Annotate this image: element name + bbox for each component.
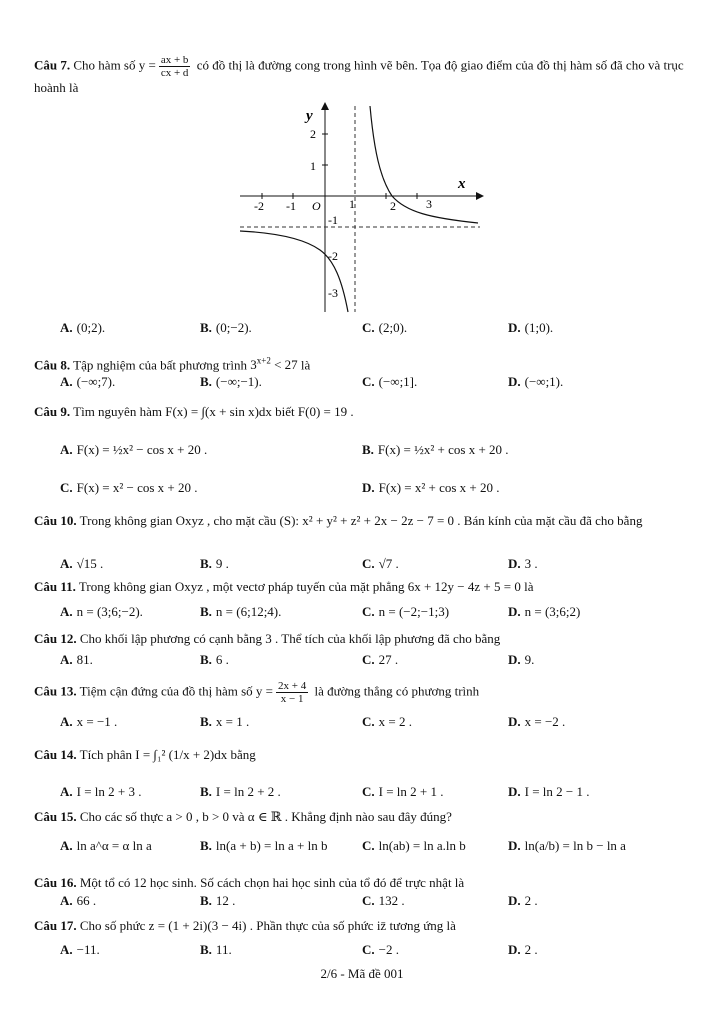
- option-letter: D.: [508, 652, 521, 667]
- option-text: (0;2).: [76, 320, 106, 335]
- option-text: 2 .: [524, 942, 538, 957]
- y-axis-label: y: [306, 108, 313, 124]
- option-letter: A.: [60, 442, 73, 457]
- option-letter: A.: [60, 556, 73, 571]
- option-text: F(x) = ½x² − cos x + 20 .: [76, 442, 208, 457]
- option-text: F(x) = ½x² + cos x + 20 .: [377, 442, 509, 457]
- condition: F(0) = 19 .: [297, 404, 354, 419]
- option-letter: B.: [200, 784, 212, 799]
- option-letter: A.: [60, 942, 73, 957]
- option-a[interactable]: [60, 556, 103, 572]
- option-d[interactable]: [508, 893, 538, 909]
- fraction-denominator: cx + d: [160, 67, 189, 79]
- function-fraction: [276, 680, 308, 705]
- question-16: [34, 874, 694, 892]
- question-7: [34, 54, 694, 97]
- y-tick-label: 2: [310, 127, 316, 141]
- function-lhs: y =: [138, 57, 156, 73]
- option-letter: D.: [508, 604, 521, 619]
- option-letter: A.: [60, 604, 73, 619]
- inequality: [250, 357, 297, 372]
- x-tick-label: 1: [349, 197, 355, 211]
- option-a[interactable]: [60, 942, 100, 958]
- option-a[interactable]: [60, 838, 152, 854]
- option-text: 12 .: [215, 893, 236, 908]
- question-text: Tìm nguyên hàm: [73, 404, 162, 419]
- option-text: 11.: [215, 942, 232, 957]
- option-text: n = (−2;−1;3): [378, 604, 450, 619]
- option-letter: D.: [362, 480, 375, 495]
- option-d[interactable]: [508, 556, 538, 572]
- integral-expression: I = ∫₁² (1/x + 2)dx: [135, 747, 228, 762]
- option-text: F(x) = x² + cos x + 20 .: [378, 480, 500, 495]
- option-d[interactable]: [508, 604, 580, 620]
- option-a[interactable]: [60, 652, 93, 668]
- question-11: [34, 578, 694, 596]
- option-b[interactable]: [200, 556, 229, 572]
- option-b[interactable]: [200, 320, 252, 336]
- function-graph: [240, 100, 490, 315]
- option-letter: D.: [508, 893, 521, 908]
- question-text: Một tổ có 12 học sinh. Số cách chọn hai học sinh của tổ đó để trực nhật là: [79, 875, 465, 890]
- option-letter: C.: [362, 374, 375, 389]
- option-letter: D.: [508, 320, 521, 335]
- question-15: [34, 808, 694, 826]
- option-text: −2 .: [378, 942, 399, 957]
- option-c[interactable]: [362, 838, 466, 854]
- option-text: √7 .: [378, 556, 399, 571]
- option-c[interactable]: [362, 604, 449, 620]
- option-d[interactable]: [508, 942, 538, 958]
- expr-base: 3: [250, 357, 257, 373]
- option-text: 132 .: [378, 893, 405, 908]
- option-letter: C.: [362, 604, 375, 619]
- option-a[interactable]: [60, 374, 115, 390]
- option-text: 6 .: [215, 652, 229, 667]
- option-letter: B.: [200, 893, 212, 908]
- option-letter: B.: [200, 838, 212, 853]
- option-letter: C.: [362, 893, 375, 908]
- option-a[interactable]: [60, 320, 105, 336]
- option-letter: B.: [200, 320, 212, 335]
- option-letter: B.: [200, 942, 212, 957]
- option-text: (−∞;1).: [524, 374, 564, 389]
- option-c[interactable]: [60, 480, 198, 496]
- x-tick-label: -2: [254, 199, 264, 213]
- origin-label: O: [312, 199, 321, 213]
- option-text: (1;0).: [524, 320, 554, 335]
- question-label: Câu 9.: [34, 404, 71, 419]
- option-c[interactable]: [362, 320, 407, 336]
- option-letter: A.: [60, 784, 73, 799]
- option-text: ln(ab) = ln a.ln b: [378, 838, 466, 853]
- option-text: x = −2 .: [524, 714, 566, 729]
- option-text: (2;0).: [378, 320, 408, 335]
- fraction-denominator: x − 1: [280, 693, 304, 705]
- option-letter: B.: [200, 556, 212, 571]
- option-text: I = ln 2 + 2 .: [215, 784, 281, 799]
- option-text: ln(a/b) = ln b − ln a: [524, 838, 626, 853]
- option-text: I = ln 2 + 3 .: [76, 784, 142, 799]
- option-c[interactable]: [362, 784, 444, 800]
- question-text: là: [300, 357, 311, 373]
- x-axis-label: x: [458, 176, 466, 192]
- option-b[interactable]: [200, 652, 229, 668]
- option-c[interactable]: [362, 714, 412, 730]
- option-letter: C.: [362, 714, 375, 729]
- option-c[interactable]: [362, 652, 398, 668]
- question-label: Câu 12.: [34, 631, 77, 646]
- option-letter: A.: [60, 893, 73, 908]
- option-d[interactable]: [508, 652, 534, 668]
- option-a[interactable]: [60, 893, 96, 909]
- question-text: Cho các số thực a > 0 , b > 0 và α ∈ ℝ . Khẳng định nào sau đây đúng?: [79, 809, 452, 824]
- expr-exponent: x+2: [256, 356, 271, 366]
- y-tick-label: -3: [328, 286, 338, 300]
- fraction-numerator: ax + b: [160, 54, 189, 66]
- x-tick-label: -1: [286, 199, 296, 213]
- option-b[interactable]: [200, 374, 262, 390]
- y-axis-arrow: [321, 102, 329, 110]
- question-8: [34, 352, 694, 374]
- option-b[interactable]: [200, 838, 327, 854]
- option-text: √15 .: [76, 556, 104, 571]
- question-label: Câu 7.: [34, 57, 71, 73]
- option-b[interactable]: [200, 784, 281, 800]
- option-letter: C.: [362, 320, 375, 335]
- option-letter: C.: [60, 480, 73, 495]
- option-text: 81.: [76, 652, 93, 667]
- function-fraction: [159, 54, 191, 79]
- integral-expression: F(x) = ∫(x + sin x)dx: [165, 404, 272, 419]
- question-17: [34, 917, 694, 935]
- x-tick-label: 3: [426, 197, 432, 211]
- option-text: n = (3;6;2): [524, 604, 581, 619]
- option-letter: B.: [362, 442, 374, 457]
- option-text: 9.: [524, 652, 535, 667]
- option-d[interactable]: [508, 714, 565, 730]
- question-label: Câu 13.: [34, 683, 77, 699]
- question-label: Câu 8.: [34, 357, 71, 373]
- fraction-numerator: 2x + 4: [278, 680, 307, 692]
- option-b[interactable]: [200, 893, 235, 909]
- option-b[interactable]: [200, 942, 232, 958]
- option-text: ln a^α = α ln a: [76, 838, 152, 853]
- option-text: 27 .: [378, 652, 399, 667]
- option-d[interactable]: [508, 374, 563, 390]
- y-tick-label: -1: [328, 213, 338, 227]
- option-a[interactable]: [60, 442, 207, 458]
- question-text: Cho hàm số: [73, 57, 136, 73]
- question-text: Trong không gian Oxyz , cho mặt cầu (S): x² + y² + z² + 2x − 2z − 7 = 0 . Bán kính của mặt cầu đã cho bằng: [79, 513, 643, 528]
- option-text: ln(a + b) = ln a + ln b: [215, 838, 328, 853]
- option-text: n = (3;6;−2).: [76, 604, 143, 619]
- option-text: (−∞;1].: [378, 374, 418, 389]
- x-axis-arrow: [476, 192, 484, 200]
- option-letter: A.: [60, 320, 73, 335]
- option-b[interactable]: [200, 714, 249, 730]
- option-letter: A.: [60, 714, 73, 729]
- option-d[interactable]: [508, 784, 590, 800]
- option-text: I = ln 2 + 1 .: [378, 784, 444, 799]
- option-text: x = 2 .: [378, 714, 412, 729]
- option-letter: C.: [362, 784, 375, 799]
- option-letter: D.: [508, 942, 521, 957]
- option-text: F(x) = x² − cos x + 20 .: [76, 480, 198, 495]
- question-text: Tiệm cận đứng của đồ thị hàm số: [79, 683, 253, 699]
- question-14: [34, 746, 694, 764]
- option-text: (−∞;−1).: [215, 374, 262, 389]
- question-label: Câu 16.: [34, 875, 77, 890]
- option-c[interactable]: [362, 893, 405, 909]
- option-text: −11.: [76, 942, 100, 957]
- question-text: có đồ thị là đường cong trong hình vẽ bên. Tọa độ giao điểm của đồ thị hàm số đã cho và trục hoành là: [34, 57, 684, 95]
- question-12: [34, 630, 694, 648]
- option-text: x = −1 .: [76, 714, 118, 729]
- question-label: Câu 17.: [34, 918, 77, 933]
- option-text: (−∞;7).: [76, 374, 116, 389]
- question-text: Tích phân: [79, 747, 132, 762]
- option-text: 9 .: [215, 556, 229, 571]
- question-label: Câu 14.: [34, 747, 77, 762]
- option-a[interactable]: [60, 714, 117, 730]
- option-letter: B.: [200, 604, 212, 619]
- question-text: bằng: [230, 747, 256, 762]
- option-b[interactable]: [200, 604, 281, 620]
- option-a[interactable]: [60, 784, 142, 800]
- page-footer: 2/6 - Mã đề 001: [320, 966, 404, 981]
- option-letter: C.: [362, 556, 375, 571]
- expr-rest: < 27: [270, 357, 298, 373]
- question-10: [34, 512, 694, 530]
- question-text: biết: [275, 404, 295, 419]
- graph-curve-right: [370, 106, 478, 223]
- question-text: Tập nghiệm của bất phương trình: [73, 357, 247, 373]
- option-c[interactable]: [362, 374, 417, 390]
- option-letter: D.: [508, 838, 521, 853]
- x-tick-label: 2: [390, 199, 396, 213]
- question-label: Câu 10.: [34, 513, 77, 528]
- option-letter: B.: [200, 714, 212, 729]
- option-letter: D.: [508, 714, 521, 729]
- option-letter: A.: [60, 374, 73, 389]
- option-c[interactable]: [362, 556, 399, 572]
- option-letter: C.: [362, 838, 375, 853]
- question-13: [34, 680, 694, 705]
- option-d[interactable]: [508, 838, 626, 854]
- option-text: 66 .: [76, 893, 97, 908]
- question-label: Câu 11.: [34, 579, 76, 594]
- option-text: x = 1 .: [215, 714, 250, 729]
- option-letter: B.: [200, 652, 212, 667]
- question-text: Cho khối lập phương có cạnh bằng 3 . Thể tích của khối lập phương đã cho bằng: [79, 631, 501, 646]
- option-letter: D.: [508, 784, 521, 799]
- option-letter: C.: [362, 942, 375, 957]
- option-c[interactable]: [362, 942, 399, 958]
- option-d[interactable]: [362, 480, 500, 496]
- option-letter: D.: [508, 556, 521, 571]
- option-text: 3 .: [524, 556, 538, 571]
- function-lhs: y =: [255, 683, 274, 699]
- question-text: Trong không gian Oxyz , một vectơ pháp tuyến của mặt phẳng 6x + 12y − 4z + 5 = 0 là: [78, 579, 534, 594]
- option-b[interactable]: [362, 442, 509, 458]
- option-letter: A.: [60, 838, 73, 853]
- option-text: I = ln 2 − 1 .: [524, 784, 590, 799]
- y-tick-label: 1: [310, 159, 316, 173]
- option-letter: A.: [60, 652, 73, 667]
- option-a[interactable]: [60, 604, 143, 620]
- option-text: (0;−2).: [215, 320, 252, 335]
- question-text: Cho số phức z = (1 + 2i)(3 − 4i) . Phần thực của số phức iz̄ tương ứng là: [79, 918, 456, 933]
- option-letter: D.: [508, 374, 521, 389]
- option-letter: C.: [362, 652, 375, 667]
- option-d[interactable]: [508, 320, 553, 336]
- question-text: là đường thẳng có phương trình: [314, 683, 480, 699]
- option-text: 2 .: [524, 893, 538, 908]
- option-text: n = (6;12;4).: [215, 604, 282, 619]
- option-letter: B.: [200, 374, 212, 389]
- question-9: [34, 403, 694, 421]
- y-tick-label: -2: [328, 249, 338, 263]
- question-label: Câu 15.: [34, 809, 77, 824]
